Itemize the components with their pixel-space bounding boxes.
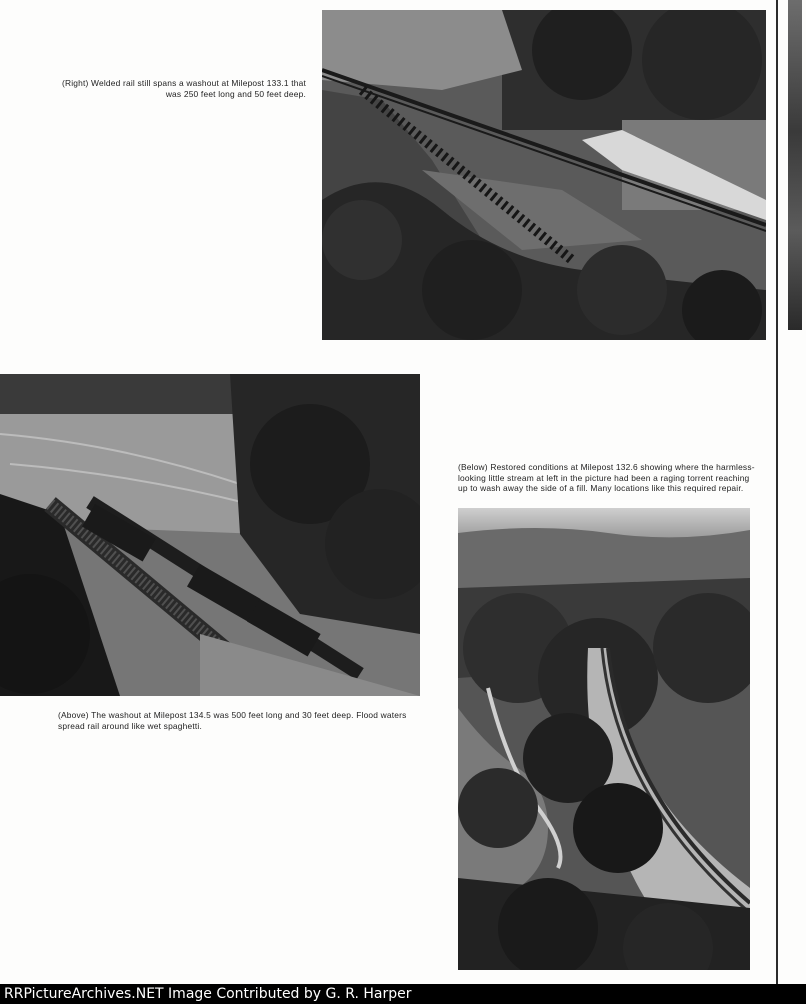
caption-right: (Right) Welded rail still spans a washout at Milepost 133.1 that was 250 feet long and 50 feet deep. [61,78,306,99]
caption-above: (Above) The washout at Milepost 134.5 was 500 feet long and 30 feet deep. Flood waters spread rail around like wet spaghetti. [58,710,407,731]
caption-below: (Below) Restored conditions at Milepost 132.6 showing where the harmless-looking little stream at left in the picture had been a raging torrent reaching up to wash away the side of a fill. Many locations like this required repair. [458,462,755,494]
image-credit-footer: RRPictureArchives.NET Image Contributed by G. R. Harper [0,984,806,1004]
adjacent-page-strip [788,0,802,330]
photo-washout-milepost-133-1 [322,10,766,340]
photo-washout-milepost-134-5 [0,374,420,696]
page-fold-line [776,0,778,984]
photo-restored-milepost-132-6 [458,508,750,970]
